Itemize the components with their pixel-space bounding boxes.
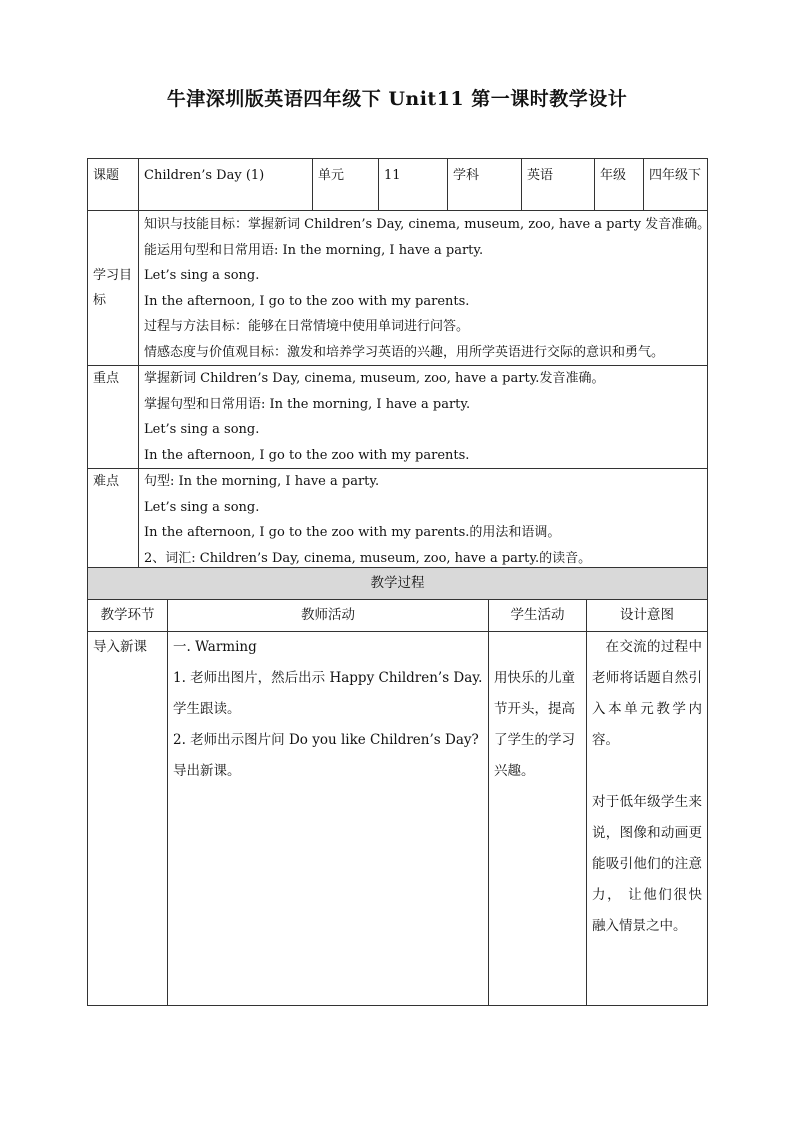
process-header-row [88, 600, 708, 632]
key-points-line: In the afternoon, I go to the zoo with my parents. [144, 447, 470, 463]
objectives-line: In the afternoon, I go to the zoo with my parents. [144, 293, 470, 309]
design-intent-text: 对于低年级学生来说，图像和动画更能吸引他们的注意力， 让他们很快融入情景之中。 [592, 794, 702, 934]
difficulties-row [88, 469, 708, 572]
unit-value: 11 [379, 159, 448, 211]
student-activity-cell [489, 632, 587, 1006]
subject-value: 英语 [522, 159, 595, 211]
objectives-label: 学习目标 [88, 211, 139, 366]
column-header-intent: 设计意图 [587, 600, 708, 632]
objectives-line: 知识与技能目标：掌握新词 Children’s Day, cinema, museum, zoo, have a party 发音准确。 [144, 217, 711, 232]
difficulties-content [139, 469, 708, 572]
teacher-activity-line: 导出新课。 [173, 763, 241, 779]
difficulties-line: 句型: In the morning, I have a party. [144, 474, 380, 489]
teacher-activity-line: 2. 老师出示图片问 Do you like Children’s Day? [173, 732, 479, 748]
process-section-title: 教学过程 [88, 568, 708, 600]
header-row [88, 159, 708, 211]
objectives-content [139, 211, 711, 366]
key-points-content [139, 366, 708, 469]
stage-cell: 导入新课 [88, 632, 168, 1006]
objectives-line: 情感态度与价值观目标：激发和培养学习英语的兴趣，用所学英语进行交际的意识和勇气。 [144, 344, 665, 360]
objectives-line: 过程与方法目标：能够在日常情境中使用单词进行问答。 [144, 319, 470, 334]
teaching-process-table [87, 567, 708, 1006]
topic-label: 课题 [88, 159, 139, 211]
teacher-activity-line: 1. 老师出图片，然后出示 Happy Children’s Day. [173, 670, 483, 686]
process-row [88, 632, 708, 1006]
teacher-activity-line: 一. Warming [173, 639, 257, 655]
difficulties-line: 2、词汇: Children’s Day, cinema, museum, zoo, have a party.的读音。 [144, 550, 592, 566]
key-points-label: 重点 [88, 366, 139, 469]
lesson-info-table [87, 158, 711, 572]
key-points-row [88, 366, 708, 469]
subject-label: 学科 [448, 159, 522, 211]
objectives-line: 能运用句型和日常用语: In the morning, I have a party. [144, 242, 484, 258]
document-title: 牛津深圳版英语四年级下 Unit11 第一课时教学设计 [166, 88, 628, 110]
difficulties-line: Let’s sing a song. [144, 499, 260, 515]
student-activity-text: 用快乐的儿童节开头，提高了学生的学习兴趣。 [494, 670, 575, 779]
grade-label: 年级 [595, 159, 644, 211]
design-intent-text: 在交流的过程中老师将话题自然引入本单元教学内容。 [592, 639, 702, 748]
key-points-line: 掌握句型和日常用语: In the morning, I have a party. [144, 396, 471, 412]
design-intent-cell [587, 632, 708, 1006]
difficulties-line: In the afternoon, I go to the zoo with my parents.的用法和语调。 [144, 525, 561, 540]
topic-value: Children’s Day (1) [139, 159, 313, 211]
key-points-line: 掌握新词 Children’s Day, cinema, museum, zoo, have a party.发音准确。 [144, 371, 605, 386]
unit-label: 单元 [313, 159, 379, 211]
key-points-line: Let’s sing a song. [144, 422, 260, 437]
grade-value: 四年级下 [644, 159, 708, 211]
teacher-activity-line: 学生跟读。 [173, 701, 241, 717]
column-header-stage: 教学环节 [88, 600, 168, 632]
column-header-student: 学生活动 [489, 600, 587, 632]
difficulties-label: 难点 [88, 469, 139, 572]
objectives-row [88, 211, 708, 366]
objectives-line: Let’s sing a song. [144, 268, 260, 283]
column-header-teacher: 教师活动 [168, 600, 489, 632]
teacher-activity-cell [168, 632, 489, 1006]
